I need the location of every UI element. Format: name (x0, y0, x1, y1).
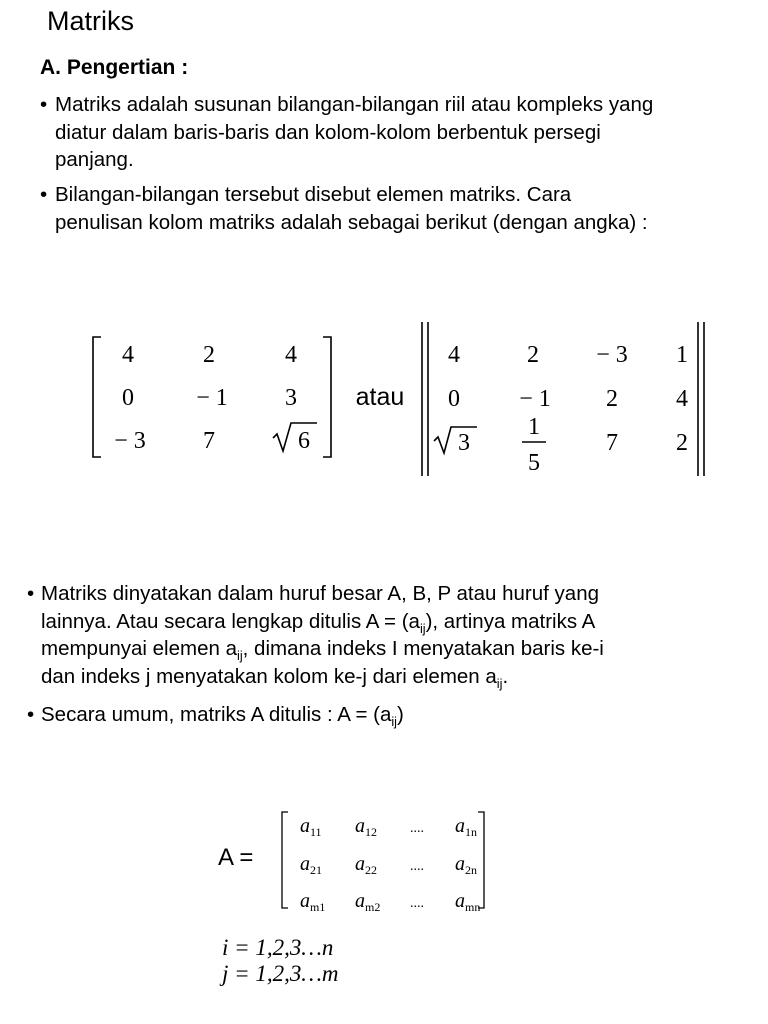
bullet-line: diatur dalam baris-baris dan kolom-kolom berbentuk persegi (55, 120, 601, 144)
left-bracket-icon (282, 812, 288, 908)
bullet-dot-icon: • (27, 582, 35, 605)
bullet-line: Secara umum, matriks A ditulis : $A = (a_{ij})$ (41, 703, 404, 729)
general-matrix-entry: .... (410, 821, 424, 836)
example-matrices (0, 310, 768, 490)
matrix2-entry: − 3 (596, 342, 628, 368)
index-range-i: i = 1,2,3…n (222, 935, 334, 960)
svg-text:1: 1 (528, 414, 540, 440)
general-matrix-entry: $a_{m1}$ (300, 890, 326, 914)
bullet-line: Matriks adalah susunan bilangan-bilangan riil atau kompleks yang (55, 93, 654, 116)
matrix2-entry: 2 (676, 430, 688, 456)
general-matrix-entry: $a_{12}$ (355, 815, 377, 839)
separator-atau: atau (355, 383, 405, 411)
matrix1-entry: 4 (285, 342, 297, 368)
bullet-line: dan indeks j menyatakan kolom ke-j dari elemen $a_{ij}$. (41, 664, 509, 691)
bullet-line: Bilangan-bilangan tersebut disebut elemen matriks. Cara (55, 183, 572, 206)
bullet-notation (27, 580, 757, 692)
section-heading: A. Pengertian : (40, 56, 189, 79)
matrix2-entry: 2 (606, 386, 618, 412)
matrix2-entry: 1 (676, 342, 688, 368)
svg-text:6: 6 (298, 428, 310, 454)
bullet-line: penulisan kolom matriks adalah sebagai berikut (dengan angka) : (55, 210, 648, 234)
matrix1-entry: 0 (122, 385, 134, 411)
general-matrix-entry: $a_{mn}$ (455, 890, 481, 914)
right-bracket-icon (478, 812, 484, 908)
general-matrix-entry: $a_{22}$ (355, 853, 377, 877)
bullet-line: lainnya. Atau secara lengkap ditulis $A = (a_{ij})$, artinya matriks A (41, 609, 596, 636)
right-bracket-icon (323, 337, 331, 457)
svg-text:5: 5 (528, 450, 540, 476)
left-bracket-icon (93, 337, 101, 457)
bullet-line: panjang. (55, 148, 134, 171)
matrix1-entry: 7 (203, 428, 215, 454)
bullet-line: mempunyai elemen $a_{ij}$, dimana indeks I menyatakan baris ke-i (41, 637, 604, 663)
matrix1-entry: 2 (203, 342, 215, 368)
matrix1-entry: 3 (285, 385, 297, 411)
index-range-j: j = 1,2,3…m (222, 961, 339, 986)
bullet-dot-icon: • (40, 183, 48, 206)
bullet-dot-icon: • (40, 93, 48, 116)
bullet-dot-icon: • (27, 703, 35, 726)
general-matrix-entry: $a_{2n}$ (455, 853, 477, 877)
matrix2-entry: 4 (676, 386, 688, 412)
matrix2-entry: − 1 (519, 386, 551, 412)
matrix2-entry: 4 (448, 342, 460, 368)
matrix2-entry: 0 (448, 386, 460, 412)
general-matrix-entry: $a_{m2}$ (355, 890, 381, 914)
matrix1-entry: 4 (122, 342, 134, 368)
fraction-one-fifth (522, 414, 546, 476)
matrix1-entry: − 3 (114, 428, 146, 454)
sqrt-three (434, 427, 477, 456)
bullet-general (27, 701, 757, 731)
general-matrix-entry: $a_{11}$ (300, 815, 322, 839)
svg-text:3: 3 (458, 430, 470, 456)
bullet-definition (40, 91, 760, 181)
general-matrix-entry: $a_{1n}$ (455, 815, 477, 839)
matrix2-entry: 7 (606, 430, 618, 456)
matrix2-entry: 2 (527, 342, 539, 368)
page-title: Matriks (47, 6, 134, 36)
general-matrix-label: A = (218, 844, 254, 871)
bullet-elements (40, 181, 760, 241)
general-matrix-entry: $a_{21}$ (300, 853, 322, 877)
general-matrix (270, 800, 500, 920)
sqrt-six (273, 423, 317, 454)
bullet-line: Matriks dinyatakan dalam huruf besar A, B, P atau huruf yang (41, 582, 599, 605)
matrix1-entry: − 1 (196, 385, 228, 411)
general-matrix-entry: .... (410, 896, 424, 911)
general-matrix-entry: .... (410, 859, 424, 874)
